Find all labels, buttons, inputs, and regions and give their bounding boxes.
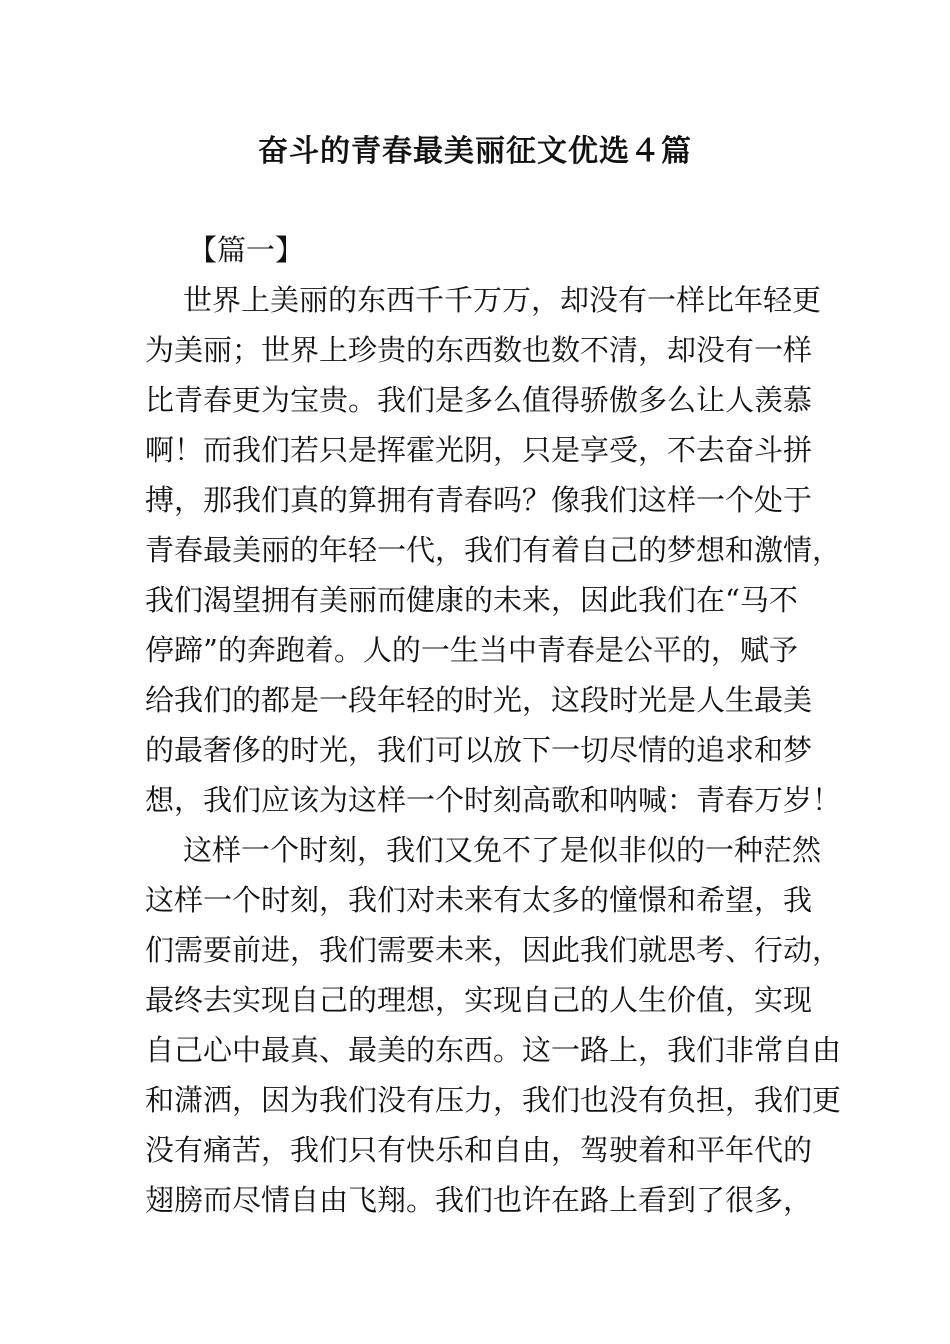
- paragraph-line: 给我们的都是一段年轻的时光，这段时光是人生最美: [145, 683, 813, 717]
- paragraph-line: 没有痛苦，我们只有快乐和自由，驾驶着和平年代的: [145, 1133, 813, 1167]
- paragraph-line: 啊！而我们若只是挥霍光阴，只是享受，不去奋斗拼: [145, 433, 813, 467]
- paragraph-line: 想，我们应该为这样一个时刻高歌和呐喊：青春万岁！: [145, 783, 842, 817]
- paragraph-line: 的最奢侈的时光，我们可以放下一切尽情的追求和梦: [145, 733, 813, 767]
- section-label: 【篇一】: [188, 233, 305, 267]
- paragraph-line: 自己心中最真、最美的东西。这一路上，我们非常自由: [145, 1033, 842, 1067]
- document-title: 奋斗的青春最美丽征文优选４篇: [258, 134, 692, 169]
- paragraph-line: 这样一个时刻，我们对未来有太多的憧憬和希望，我: [145, 883, 813, 917]
- paragraph-line: 停蹄”的奔跑着。人的一生当中青春是公平的，赋予: [145, 633, 798, 667]
- paragraph-line: 们需要前进，我们需要未来，因此我们就思考、行动，: [145, 933, 842, 967]
- paragraph-line: 世界上美丽的东西千千万万，却没有一样比年轻更: [183, 283, 822, 317]
- paragraph-line: 比青春更为宝贵。我们是多么值得骄傲多么让人羡慕: [145, 383, 813, 417]
- paragraph-line: 最终去实现自己的理想，实现自己的人生价值，实现: [145, 983, 813, 1017]
- paragraph-line: 为美丽；世界上珍贵的东西数也数不清，却没有一样: [145, 333, 813, 367]
- paragraph-line: 我们渴望拥有美丽而健康的未来，因此我们在“马不: [145, 583, 798, 617]
- paragraph-line: 这样一个时刻，我们又免不了是似非似的一种茫然: [183, 833, 822, 867]
- paragraph-line: 搏，那我们真的算拥有青春吗？像我们这样一个处于: [145, 483, 813, 517]
- paragraph-line: 和潇洒，因为我们没有压力，我们也没有负担，我们更: [145, 1083, 842, 1117]
- paragraph-line: 翅膀而尽情自由飞翔。我们也许在路上看到了很多，: [145, 1183, 813, 1217]
- paragraph-line: 青春最美丽的年轻一代，我们有着自己的梦想和激情，: [145, 533, 842, 567]
